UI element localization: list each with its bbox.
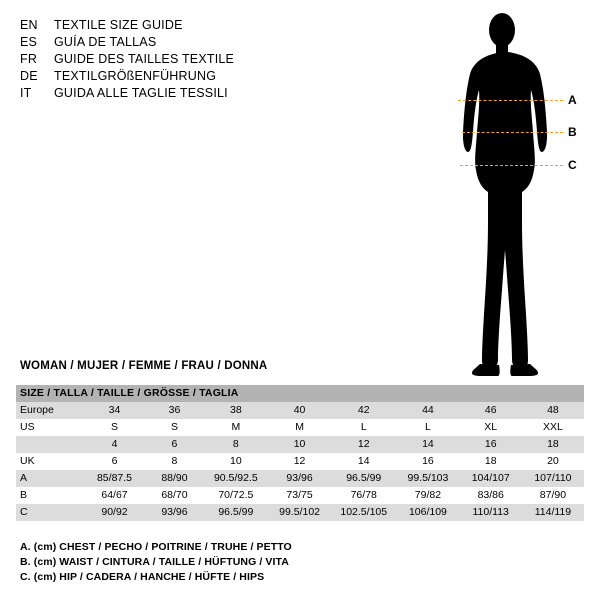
cell: 16 [396, 453, 459, 470]
cell: 104/107 [460, 470, 522, 487]
legend-row-c: C. (cm) HIP / CADERA / HANCHE / HÜFTE / HIPS [20, 571, 265, 583]
language-text: GUIDE DES TAILLES TEXTILE [54, 52, 235, 66]
measure-line-c [460, 165, 563, 166]
cell: 16 [460, 436, 522, 453]
cell: XXL [522, 419, 584, 436]
cell: 93/96 [145, 504, 204, 521]
cell: 8 [145, 453, 204, 470]
cell: 10 [268, 436, 331, 453]
cell: 12 [331, 436, 396, 453]
cell: 4 [84, 436, 145, 453]
cell: 14 [331, 453, 396, 470]
measure-line-b [462, 132, 563, 133]
row-label: UK [16, 453, 84, 470]
language-code: EN [20, 18, 38, 32]
table-header-label: SIZE / TALLA / TAILLE / GRÖSSE / TAGLIA [16, 385, 584, 402]
cell: M [204, 419, 268, 436]
cell: 99.5/103 [396, 470, 459, 487]
table-row [16, 453, 584, 470]
table-row [16, 419, 584, 436]
cell: 102.5/105 [331, 504, 396, 521]
cell: 88/90 [145, 470, 204, 487]
cell: 107/110 [522, 470, 584, 487]
language-row-en [20, 18, 320, 35]
measurement-legend [20, 540, 480, 585]
legend-row-a: A. (cm) CHEST / PECHO / POITRINE / TRUHE / PETTO [20, 541, 292, 553]
row-label: US [16, 419, 84, 436]
cell: 48 [522, 402, 584, 419]
table-row [16, 402, 584, 419]
cell: 68/70 [145, 487, 204, 504]
cell: 42 [331, 402, 396, 419]
table-row [16, 504, 584, 521]
cell: 6 [145, 436, 204, 453]
table-header-row [16, 385, 584, 402]
row-label: B [16, 487, 84, 504]
cell: 90/92 [84, 504, 145, 521]
cell: 14 [396, 436, 459, 453]
measure-label-a: A [568, 93, 577, 107]
cell: 64/67 [84, 487, 145, 504]
cell: 114/119 [522, 504, 584, 521]
cell: 38 [204, 402, 268, 419]
language-row-de [20, 69, 320, 86]
language-text: TEXTILE SIZE GUIDE [54, 18, 183, 32]
legend-row-b: B. (cm) WAIST / CINTURA / TAILLE / HÜFTUNG / VITA [20, 556, 289, 568]
section-title: WOMAN / MUJER / FEMME / FRAU / DONNA [20, 360, 268, 372]
language-row-fr [20, 52, 320, 69]
cell: 8 [204, 436, 268, 453]
language-text: GUIDA ALLE TAGLIE TESSILI [54, 86, 228, 100]
cell: 85/87.5 [84, 470, 145, 487]
cell: M [268, 419, 331, 436]
table-row [16, 487, 584, 504]
language-list [20, 18, 320, 103]
cell: L [396, 419, 459, 436]
cell: 110/113 [460, 504, 522, 521]
silhouette-icon [440, 8, 590, 378]
measure-label-b: B [568, 125, 577, 139]
language-row-es [20, 35, 320, 52]
row-label: A [16, 470, 84, 487]
language-code: FR [20, 52, 38, 66]
cell: S [84, 419, 145, 436]
language-row-it [20, 86, 320, 103]
cell: XL [460, 419, 522, 436]
female-silhouette-figure [440, 8, 590, 378]
cell: 12 [268, 453, 331, 470]
cell: 70/72.5 [204, 487, 268, 504]
cell: 79/82 [396, 487, 459, 504]
cell: 99.5/102 [268, 504, 331, 521]
table-row [16, 470, 584, 487]
cell: 96.5/99 [331, 470, 396, 487]
cell: 46 [460, 402, 522, 419]
row-label: C [16, 504, 84, 521]
cell: 40 [268, 402, 331, 419]
row-label: Europe [16, 402, 84, 419]
cell: 6 [84, 453, 145, 470]
language-text: TEXTILGRÖßENFÜHRUNG [54, 69, 217, 83]
language-code: IT [20, 86, 32, 100]
cell: 18 [522, 436, 584, 453]
cell: 36 [145, 402, 204, 419]
cell: 96.5/99 [204, 504, 268, 521]
cell: 90.5/92.5 [204, 470, 268, 487]
measure-label-c: C [568, 158, 577, 172]
cell: 20 [522, 453, 584, 470]
cell: 76/78 [331, 487, 396, 504]
table-row [16, 436, 584, 453]
size-table [16, 385, 584, 521]
measure-line-a [458, 100, 563, 101]
language-code: DE [20, 69, 38, 83]
cell: 34 [84, 402, 145, 419]
cell: S [145, 419, 204, 436]
cell: 44 [396, 402, 459, 419]
language-code: ES [20, 35, 38, 49]
language-text: GUÍA DE TALLAS [54, 35, 157, 49]
cell: L [331, 419, 396, 436]
cell: 18 [460, 453, 522, 470]
cell: 73/75 [268, 487, 331, 504]
cell: 106/109 [396, 504, 459, 521]
cell: 87/90 [522, 487, 584, 504]
cell: 10 [204, 453, 268, 470]
cell: 83/86 [460, 487, 522, 504]
cell: 93/96 [268, 470, 331, 487]
row-label [16, 436, 84, 453]
